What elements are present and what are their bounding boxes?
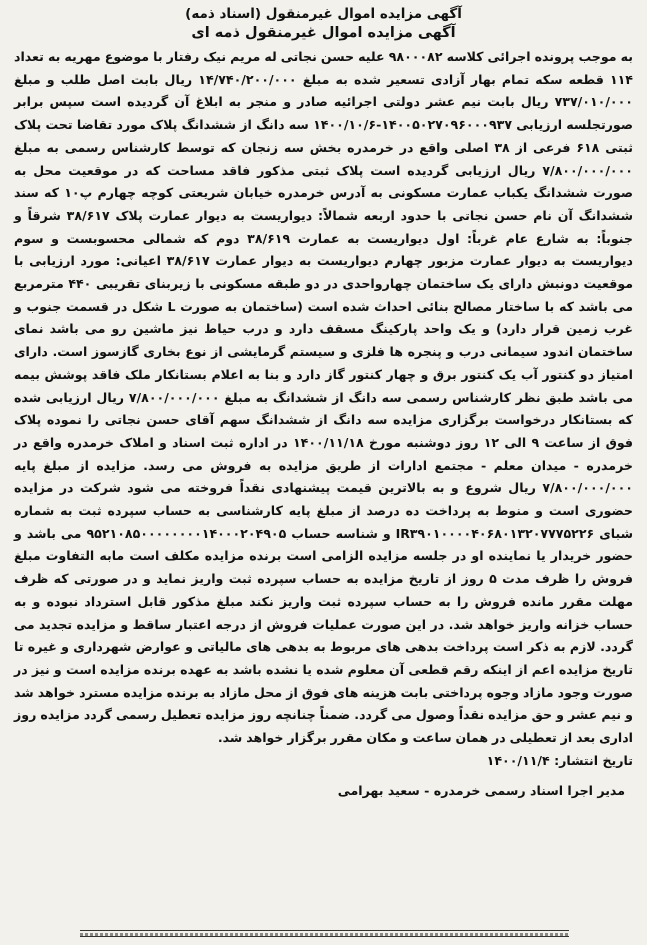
notice-title-primary: آگهی مزایده اموال غیرمنقول (اسناد ذمه)	[185, 6, 462, 22]
bottom-divider-pattern	[80, 933, 569, 936]
signature: مدیر اجرا اسناد رسمی خرمدره - سعید بهرامی	[337, 782, 625, 798]
notice-title-secondary: آگهی مزایده اموال غیرمنقول ذمه ای	[191, 24, 456, 41]
publish-date: تاریخ انتشار: ۱۴۰۰/۱۱/۴	[486, 752, 633, 768]
notice-body: به موجب پرونده اجرائی کلاسه ۹۸۰۰۰۸۲ علیه حسن نجاتی له مریم نیک رفتار با موضوع مهریه به تعداد ۱۱۴ قطعه سکه تمام بهار آزادی تسعیر شده به مبلغ ۱۴/۷۴۰/۲۰۰/۰۰۰ ریال بابت اصل طلب و مبلغ ۷۳۷/۰۱۰/۰۰۰ ریال بابت نیم عشر دولتی اجرائیه صادر و منجر به ابلاغ آن گردیده است سپس برابر صورتجلسه ارزیابی ۱۴۰۰۵۰۲۷۰۹۶۰۰۰۹۳۷-۱۴۰۰/۱۰/۶ سه دانگ از ششدانگ پلاک مورد تقاضا تحت پلاک ثبتی ۶۱۸ فرعی از ۳۸ اصلی واقع در خرمدره بخش سه زنجان که توسط کارشناس رسمی به مبلغ ۷/۸۰۰/۰۰۰/۰۰۰ ریال ارزیابی گردیده است پلاک ثبتی مذکور فاقد مساحت که در موقعیت محل به صورت ششدانگ یکباب عمارت مسکونی به آدرس خرمدره خیابان شریعتی کوچه چهارم پ۱۰ که سند ششدانگ آن نام حسن نجاتی با حدود اربعه شمالاً: دیواریست به دیوار عمارت پلاک ۳۸/۶۱۷ شرقاً و جنوباً: به شارع عام غرباً: اول دیواریست به عمارت ۳۸/۶۱۹ دوم که شمالی محسوبست و سوم دیواریست به دیوار عمارت مزبور چهارم دیواریست به دیوار عمارت ۳۸/۶۱۷ اعیانی: مورد ارزیابی با موقعیت دونبش دارای یک ساختمان چهارواحدی در دو طبقه مسکونی با زیربنای تقریبی ۴۴۰ مترمربع می باشد که با ساختار مصالح بنائی احداث شده است (ساختمان به صورت L شکل در قسمت جنوب و غرب زمین قرار دارد) و یک واحد پارکینگ مسقف دارد و درب حیاط نیز ماشین رو می باشد نمای ساختمان اندود سیمانی درب و پنجره ها فلزی و سیستم گرمایشی از نوع بخاری گازسوز است. دارای امتیاز دو کنتور آب یک کنتور برق و چهار کنتور گاز دارد و بنا به اعلام بستانکار ملک فاقد پوشش بیمه می باشد طبق نظر کارشناس رسمی سه دانگ از ششدانگ به مبلغ ۷/۸۰۰/۰۰۰/۰۰۰ ریال ارزیابی شده که بستانکار درخواست برگزاری مزایده سه دانگ از ششدانگ سهم آقای حسن نجاتی را نموده پلاک فوق از ساعت ۹ الی ۱۲ روز دوشنبه مورخ ۱۴۰۰/۱۱/۱۸ در اداره ثبت اسناد و املاک خرمدره واقع در خرمدره - میدان معلم - مجتمع ادارات از طریق مزایده به فروش می رسد. مزایده از مبلغ پایه ۷/۸۰۰/۰۰۰/۰۰۰ ریال شروع و به بالاترین قیمت پیشنهادی نقداً فروخته می شود شرکت در مزایده حضوری است و منوط به پرداخت ده درصد از مبلغ پایه کارشناسی به حساب سپرده ثبت به شماره شبای IR۳۹۰۱۰۰۰۰۴۰۶۸۰۱۳۲۰۷۷۷۵۲۲۶ و شناسه حساب ۹۵۲۱۰۸۵۰۰۰۰۰۰۰۰۱۴۰۰۰۲۰۴۹۰۵ می باشد و حضور خریدار یا نماینده او در جلسه مزایده الزامی است برنده مزایده مکلف است مابه التفاوت مبلغ فروش را ظرف مدت ۵ روز از تاریخ مزایده به حساب سپرده ثبت واریز نماید و در صورتی که ظرف مهلت مقرر مانده فروش را به حساب سپرده ثبت واریز نکند مبلغ مذکور قابل استرداد نبوده و به حساب خزانه واریز خواهد شد. در این صورت عملیات فروش از درجه اعتبار ساقط و مزایده تجدید می گردد. لازم به ذکر است پرداخت بدهی های مربوط به بدهی های مالیاتی و عوارض شهرداری و غیره تا تاریخ مزایده اعم از اینکه رقم قطعی آن معلوم شده یا نشده باشد به عهده برنده مزایده است و نیز در صورت وجود مازاد وجوه پرداختی بابت هزینه های فوق از محل مازاد به برنده مزایده مسترد خواهد شد و نیم عشر و حق مزایده نقداً وصول می گردد. ضمناً چنانچه روز مزایده تعطیل رسمی گردد مزایده روز اداری بعد از تعطیلی در همان ساعت و مکان مقرر برگزار خواهد شد.	[14, 49, 634, 746]
